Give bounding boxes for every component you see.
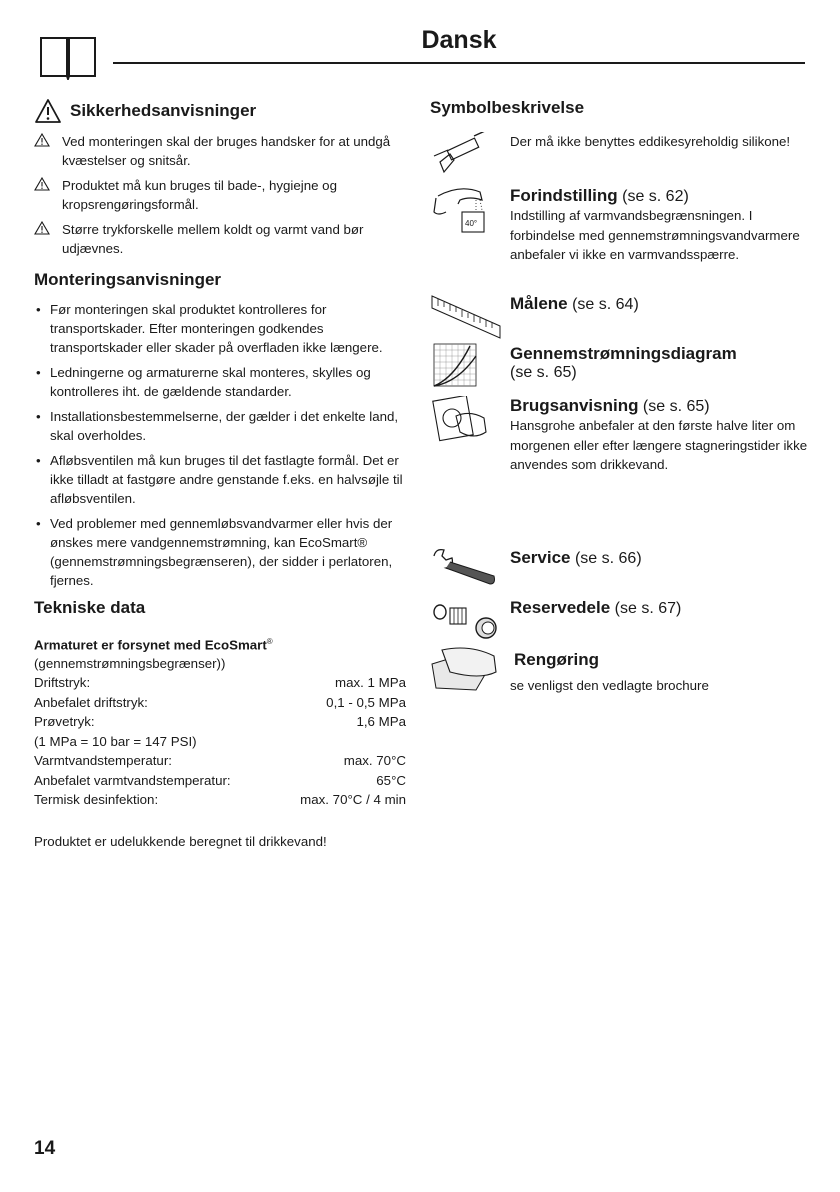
- cleaning-section: [510, 650, 810, 696]
- tech-label: (1 MPa = 10 bar = 147 PSI): [34, 733, 197, 749]
- book-icon: [38, 32, 98, 80]
- usage-ref: (se s. 65): [642, 398, 710, 415]
- preset-ref: (se s. 62): [622, 188, 689, 205]
- table-row: [34, 751, 406, 771]
- safety-heading: [34, 98, 406, 124]
- preset-title: Forindstilling: [510, 186, 618, 205]
- tech-intro: [34, 632, 406, 673]
- usage-title: Brugsanvisning: [510, 396, 639, 415]
- flow-title: Gennemstrømningsdiagram: [510, 344, 737, 363]
- right-column: [430, 98, 810, 693]
- safety-item: [34, 132, 406, 170]
- header-divider: [113, 62, 805, 64]
- cleaning-cloth-icon: [430, 646, 500, 694]
- safety-item: [34, 176, 406, 214]
- table-row: [34, 673, 406, 693]
- safety-title: Sikkerhedsanvisninger: [70, 101, 257, 120]
- tech-value: 1,6 MPa: [356, 714, 406, 730]
- small-warning-icon: [34, 132, 50, 147]
- preset-section: [510, 186, 810, 265]
- list-item: • Ledningerne og armaturerne skal monteres, skylles og kontrolleres iht. de gældende standarder.: [34, 363, 406, 401]
- parts-ref: (se s. 67): [614, 600, 682, 617]
- tech-label: Termisk desinfektion:: [34, 792, 159, 808]
- dimensions-section: [510, 294, 810, 314]
- preset-text: Indstilling af varmvandsbegrænsningen. I forbindelse med gennemstrømningsvandvarmere anbefaler vi ikke en varmvandsspærre.: [510, 208, 800, 262]
- safety-item-text: Produktet må kun bruges til bade-, hygiejne og kropsrengøringsformål.: [62, 178, 337, 212]
- tech-title: Tekniske data: [34, 598, 146, 617]
- list-item: • Ved problemer med gennemløbsvandvarmer eller hvis der ønskes mere vandgennemstrømning, kan EcoSmart® (gennemstrømningsbegrænseren), der sidder i perlatoren, fjernes.: [34, 514, 406, 590]
- spare-parts-section: [510, 598, 810, 618]
- tech-label: Anbefalet driftstryk:: [34, 694, 148, 710]
- safety-item-text: Større trykforskelle mellem koldt og varmt vand bør udjævnes.: [62, 222, 364, 256]
- warning-icon: [34, 98, 62, 124]
- flow-section: [510, 344, 810, 382]
- table-row: [34, 693, 406, 713]
- table-row: [34, 712, 406, 732]
- faucet-hand-icon: [430, 396, 490, 442]
- svg-text:40°: 40°: [465, 219, 478, 228]
- tech-value: 0,1 - 0,5 MPa: [326, 694, 406, 710]
- table-row: [34, 732, 406, 752]
- spare-parts-icon: [430, 598, 500, 642]
- list-item: • Afløbsventilen må kun bruges til det fastlagte formål. Det er ikke tilladt at fastgøre andre genstande f.eks. en halvsøjle til afløbsventilen.: [34, 451, 406, 508]
- page-title: Dansk: [421, 26, 497, 54]
- page-number: 14: [34, 1138, 56, 1159]
- preset-hand-icon: [430, 182, 490, 238]
- drinking-water-note: Produktet er udelukkende beregnet til drikkevand!: [34, 833, 327, 849]
- mounting-title: Monteringsanvisninger: [34, 270, 222, 289]
- parts-title: Reservedele: [510, 598, 611, 617]
- small-warning-icon: [34, 220, 50, 235]
- silicone-note: [510, 132, 810, 152]
- tech-table: [34, 673, 406, 810]
- tech-label: Anbefalet varmtvandstemperatur:: [34, 772, 231, 788]
- tech-value: max. 1 MPa: [335, 675, 406, 691]
- flow-diagram-icon: [430, 342, 480, 390]
- usage-section: [510, 396, 810, 475]
- safety-item: [34, 220, 406, 258]
- table-row: [34, 790, 406, 810]
- safety-item-text: Ved monteringen skal der bruges handsker for at undgå kvæstelser og snitsår.: [62, 134, 391, 168]
- small-warning-icon: [34, 176, 50, 191]
- tech-label: Driftstryk:: [34, 675, 91, 691]
- flow-ref: (se s. 65): [510, 364, 577, 381]
- tech-intro-bold: Armaturet er forsynet med EcoSmart: [34, 637, 267, 653]
- tech-intro-rest: (gennemstrømningsbegrænser)): [34, 656, 226, 672]
- tech-value: max. 70°C: [343, 753, 406, 769]
- dims-title: Målene: [510, 294, 568, 313]
- mounting-list: [34, 300, 406, 590]
- service-ref: (se s. 66): [574, 550, 642, 567]
- tech-value: 65°C: [376, 772, 406, 788]
- list-item: • Før monteringen skal produktet kontrolleres for transportskader. Efter monteringen godkendes transportskader eller skader på overfladen ikke længere.: [34, 300, 406, 357]
- list-item: • Installationsbestemmelserne, der gælder i det enkelte land, skal overholdes.: [34, 407, 406, 445]
- wrench-icon: [430, 546, 498, 586]
- tech-label: Prøvetryk:: [34, 714, 95, 730]
- ruler-icon: [430, 294, 502, 340]
- registered-mark: ®: [266, 637, 273, 646]
- tech-value: max. 70°C / 4 min: [300, 792, 406, 808]
- cleaning-title: Rengøring: [514, 650, 599, 669]
- table-row: [34, 771, 406, 791]
- tech-label: Varmtvandstemperatur:: [34, 753, 172, 769]
- service-section: [510, 548, 810, 568]
- dims-ref: (se s. 64): [572, 296, 639, 313]
- service-title: Service: [510, 548, 571, 567]
- left-column: [34, 98, 406, 851]
- cleaning-text: se venligst den vedlagte brochure: [510, 678, 709, 693]
- silicone-gun-icon: [430, 132, 488, 178]
- silicone-text: Der må ikke benyttes eddikesyreholdig silikone!: [510, 134, 791, 149]
- symbols-title: Symbolbeskrivelse: [430, 98, 585, 117]
- usage-text: Hansgrohe anbefaler at den første halve liter om morgenen eller efter længere stagneringstider ikke anvendes som drikkevand.: [510, 418, 808, 472]
